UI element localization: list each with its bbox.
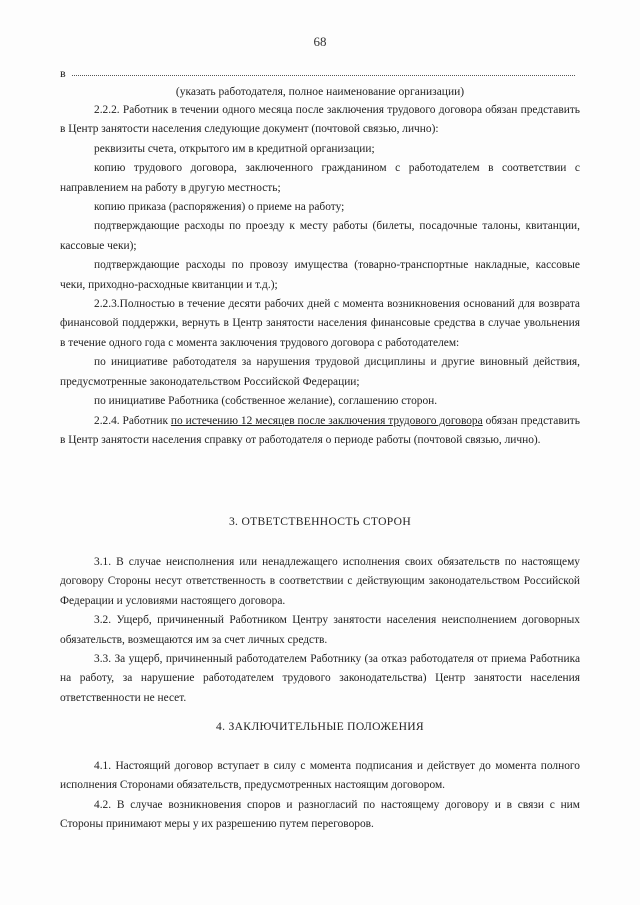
paragraph-2-2-2: 2.2.2. Работник в течении одного месяца после заключения трудового договора обязан представить в Центр занятости населения следующие документ (почтовой связью, лично): — [60, 104, 580, 136]
dotted-blank — [72, 75, 575, 76]
section-4-title: 4. ЗАКЛЮЧИТЕЛЬНЫЕ ПОЛОЖЕНИЯ — [216, 720, 424, 733]
paragraph-3-1: 3.1. В случае неисполнения или ненадлежащего исполнения своих обязательств по настоящему договору Стороны несут ответственность в соответствии с действующим законодательством Российской Федерации и условиями настоящего договора. — [60, 556, 580, 607]
p224-end: обязан представить в Центр занятости населения справку от работодателя о периоде работы (почтовой связью, лично). — [60, 414, 580, 446]
list-item: по инициативе работодателя за нарушения трудовой дисциплины и другие виновный действия, предусмотренные законодательством Российской Федерации; — [60, 356, 580, 388]
fill-line-prefix: в — [60, 66, 66, 80]
employer-fill-line — [60, 66, 575, 80]
section-4-body — [60, 757, 580, 835]
paragraph-3-2: 3.2. Ущерб, причиненный Работником Центру занятости населения неисполнением договорных обязательств, возмещаются им за счет личных средств. — [60, 614, 580, 646]
paragraph-2-2-3: 2.2.3.Полностью в течение десяти рабочих дней с момента возникновения оснований для возврата финансовой поддержки, вернуть в Центр занятости населения финансовые средства в случае увольнения в течение одного года с момента заключения трудового договора с работодателем: — [60, 298, 580, 349]
p224-start: 2.2.4. Работник — [94, 414, 171, 427]
paragraph-3-3: 3.3. За ущерб, причиненный работодателем Работнику (за отказ работодателя от приема Работника на работу, за нарушение работодателем трудового законодательства) Центр занятости населения ответственности не несет. — [60, 653, 580, 704]
section-3-body — [60, 553, 580, 708]
paragraph-4-2: 4.2. В случае возникновения споров и разногласий по настоящему договору и в связи с ним Стороны принимают меры у их разрешению путем переговоров. — [60, 798, 580, 831]
list-item: реквизиты счета, открытого им в кредитной организации; — [94, 142, 375, 155]
p224-underlined: по истечению 12 месяцев после заключения трудового договора — [170, 414, 483, 427]
list-item: подтверждающие расходы по провозу имущества (товарно-транспортные накладные, кассовые чеки, приходно-расходные квитанции и т.д.); — [60, 259, 580, 291]
fill-line-caption: (указать работодателя, полное наименование организации) — [175, 86, 465, 98]
list-item: по инициативе Работника (собственное желание), соглашению сторон. — [94, 395, 438, 408]
list-item: подтверждающие расходы по проезду к месту работы (билеты, посадочные талоны, квитанции, кассовые чеки); — [60, 220, 580, 252]
page-number: 68 — [313, 34, 327, 49]
paragraph-4-1: 4.1. Настоящий договор вступает в силу с момента подписания и действует до момента полного исполнения Сторонами обязательств, предусмотренных настоящим договором. — [60, 760, 580, 792]
list-item: копию приказа (распоряжения) о приеме на работу; — [94, 201, 345, 214]
list-item: копию трудового договора, заключенного гражданином с работодателем в соответствии с направлением на работу в другую местность; — [60, 162, 580, 194]
paragraph-2-2-4 — [60, 412, 580, 451]
block-2-2 — [60, 101, 580, 450]
section-3-title: 3. ОТВЕТСТВЕННОСТЬ СТОРОН — [228, 515, 412, 528]
